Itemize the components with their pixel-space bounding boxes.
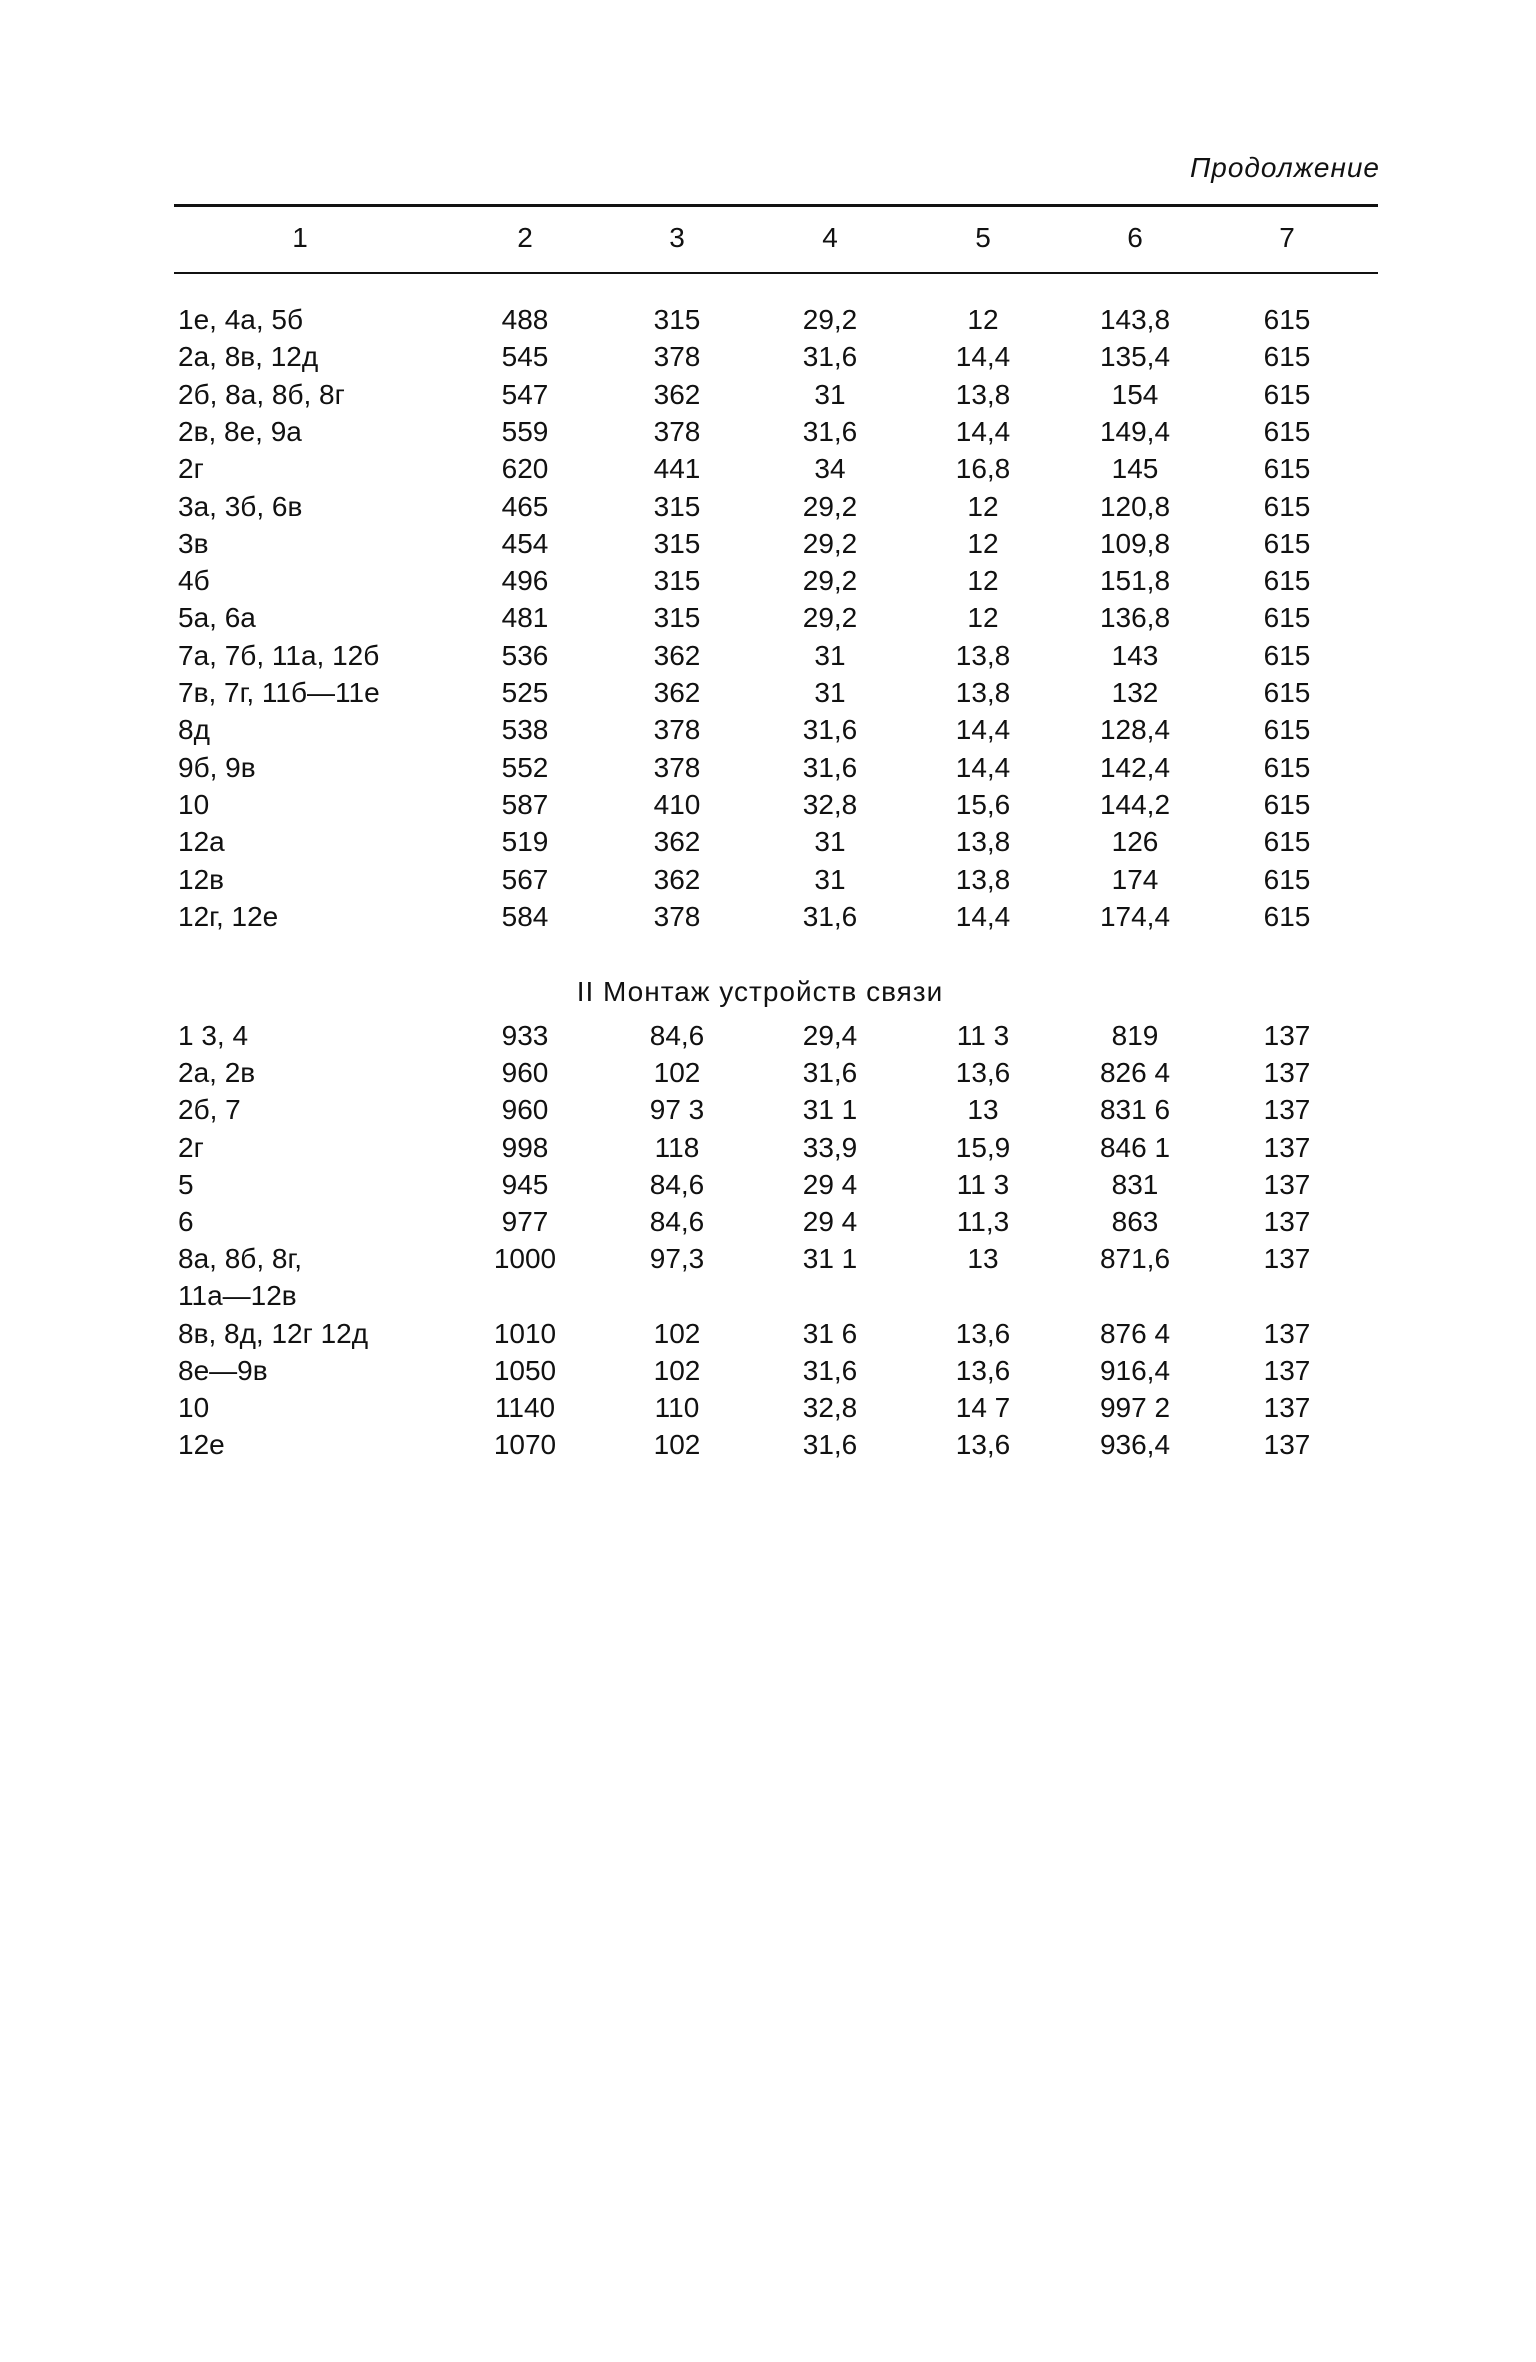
column-header-3: 3: [669, 222, 685, 253]
table-row: [0, 1130, 1536, 1166]
table-row: [0, 750, 1536, 786]
table-cell-col-7: 615: [1263, 565, 1311, 597]
table-cell-col-5: 11 3: [956, 1020, 1010, 1051]
table-cell-col-6: 174: [1111, 863, 1159, 895]
table-cell-col-6: 143,8: [1099, 304, 1171, 335]
table-cell-col-5: 14,4: [955, 341, 1011, 373]
table-cell-col-6: 126: [1111, 826, 1159, 858]
table-cell-col-4: 29,2: [802, 527, 858, 559]
table-cell-col-5: 13,6: [955, 1429, 1011, 1461]
table-cell-col-6: 151,8: [1099, 565, 1171, 597]
row-label-cell: 3а, 3б, 6в: [178, 490, 303, 522]
table-cell-col-5: 13,8: [955, 639, 1011, 671]
table-cell-col-2: 481: [501, 602, 549, 634]
table-cell-col-7: 615: [1263, 453, 1311, 485]
table-row: [0, 563, 1536, 599]
table-cell-col-3: 410: [653, 788, 701, 820]
table-cell-col-6: 936,4: [1099, 1429, 1171, 1461]
table-cell-col-7: 615: [1263, 900, 1311, 932]
table-cell-col-7: 615: [1263, 714, 1311, 746]
table-cell-col-4: 31 1: [802, 1094, 858, 1126]
table-cell-col-5: 12: [967, 565, 999, 597]
row-label-cell: 8е—9в: [178, 1354, 268, 1386]
row-label-cell: 10: [178, 788, 210, 820]
table-cell-col-3: 315: [653, 565, 701, 597]
row-label-cell: 9б, 9в: [178, 751, 256, 783]
table-cell-col-4: 31: [814, 826, 846, 858]
table-cell-col-7: 137: [1263, 1243, 1311, 1275]
table-cell-col-2: 552: [501, 751, 549, 783]
table-row: [0, 600, 1536, 636]
row-label-cell: 4б: [178, 565, 210, 597]
table-row: [0, 899, 1536, 935]
table-cell-col-6: 997 2: [1099, 1392, 1171, 1423]
table-cell-col-4: 31: [814, 863, 846, 895]
table-cell-col-3: 378: [653, 341, 701, 373]
table-cell-col-6: 120,8: [1099, 490, 1171, 522]
column-header-6: 6: [1127, 222, 1143, 253]
column-header-2: 2: [517, 222, 533, 253]
table-row: [0, 1241, 1536, 1277]
table-row: [0, 638, 1536, 674]
table-cell-col-5: 11,3: [956, 1206, 1010, 1237]
table-cell-col-4: 31: [814, 639, 846, 671]
table-cell-col-6: 876 4: [1099, 1317, 1171, 1349]
table-cell-col-6: 916,4: [1099, 1354, 1171, 1386]
table-cell-col-3: 441: [653, 453, 701, 485]
table-cell-col-2: 519: [501, 826, 549, 858]
table-cell-col-5: 14,4: [955, 714, 1011, 746]
table-cell-col-6: 174,4: [1099, 900, 1171, 932]
table-row: [0, 377, 1536, 413]
table-cell-col-4: 29,2: [802, 565, 858, 597]
table-cell-col-3: 84,6: [649, 1206, 705, 1237]
table-cell-col-7: 137: [1263, 1168, 1311, 1200]
table-cell-col-3: 102: [653, 1429, 701, 1461]
table-cell-col-5: 12: [967, 602, 999, 634]
table-cell-col-4: 29,2: [802, 304, 858, 335]
table-row: [0, 1278, 1536, 1314]
table-cell-col-5: 16,8: [955, 453, 1011, 485]
table-cell-col-7: 615: [1263, 602, 1311, 634]
table-cell-col-7: 615: [1263, 863, 1311, 895]
table-cell-col-3: 97 3: [649, 1094, 705, 1126]
table-cell-col-4: 31: [814, 378, 846, 410]
table-cell-col-5: 13,6: [955, 1354, 1011, 1386]
table-cell-col-4: 31,6: [802, 714, 858, 746]
table-cell-col-6: 831 6: [1099, 1094, 1171, 1126]
table-row: [0, 675, 1536, 711]
table-cell-col-7: 615: [1263, 415, 1311, 447]
table-cell-col-3: 84,6: [649, 1020, 705, 1051]
column-header-1: 1: [292, 222, 308, 253]
table-cell-col-3: 378: [653, 714, 701, 746]
table-cell-col-2: 584: [501, 900, 549, 932]
table-row: [0, 1167, 1536, 1203]
table-cell-col-6: 149,4: [1099, 415, 1171, 447]
table-cell-col-6: 144,2: [1099, 788, 1171, 820]
table-cell-col-7: 615: [1263, 677, 1311, 708]
column-header-4: 4: [822, 222, 838, 253]
table-cell-col-7: 615: [1263, 378, 1311, 410]
table-cell-col-2: 977: [501, 1206, 549, 1237]
table-cell-col-5: 14 7: [955, 1392, 1011, 1423]
table-cell-col-3: 362: [653, 378, 701, 410]
table-cell-col-7: 137: [1263, 1317, 1311, 1349]
table-cell-col-7: 137: [1263, 1429, 1311, 1461]
row-label-cell: 1е, 4а, 5б: [178, 304, 304, 335]
table-cell-col-4: 31: [814, 677, 846, 708]
table-cell-col-2: 945: [501, 1168, 549, 1200]
table-cell-col-7: 137: [1263, 1392, 1311, 1423]
table-cell-col-2: 538: [501, 714, 549, 746]
table-cell-col-5: 14,4: [955, 900, 1011, 932]
table-cell-col-2: 960: [501, 1057, 549, 1089]
table-cell-col-2: 465: [501, 490, 549, 522]
table-cell-col-4: 29,4: [802, 1020, 858, 1051]
table-cell-col-2: 496: [501, 565, 549, 597]
row-label-cell: 7в, 7г, 11б—11е: [178, 677, 380, 708]
row-label-cell: 5: [178, 1168, 194, 1200]
table-cell-col-3: 102: [653, 1354, 701, 1386]
table-cell-col-6: 826 4: [1099, 1057, 1171, 1089]
table-cell-col-4: 32,8: [802, 1392, 858, 1423]
table-cell-col-7: 615: [1263, 304, 1311, 335]
table-cell-col-2: 1070: [493, 1429, 557, 1461]
row-label-cell: 8а, 8б, 8г,: [178, 1243, 303, 1275]
table-cell-col-6: 143: [1111, 639, 1159, 671]
row-label-cell: 2б, 7: [178, 1094, 241, 1126]
table-cell-col-7: 615: [1263, 341, 1311, 373]
table-cell-col-2: 567: [501, 863, 549, 895]
table-row: [0, 414, 1536, 450]
table-cell-col-4: 29,2: [802, 602, 858, 634]
table-cell-col-3: 315: [653, 602, 701, 634]
table-cell-col-7: 615: [1263, 826, 1311, 858]
table-cell-col-3: 315: [653, 304, 701, 335]
table-row: [0, 787, 1536, 823]
table-cell-col-2: 587: [501, 788, 549, 820]
row-label-cell: 7а, 7б, 11а, 12б: [178, 639, 380, 671]
table-cell-col-2: 1010: [493, 1317, 557, 1349]
table-cell-col-7: 615: [1263, 788, 1311, 820]
table-cell-col-2: 1050: [493, 1354, 557, 1386]
table-cell-col-2: 620: [501, 453, 549, 485]
table-row: [0, 1427, 1536, 1463]
table-cell-col-7: 137: [1263, 1094, 1311, 1126]
table-cell-col-4: 33,9: [802, 1131, 858, 1163]
row-label-cell: 12г, 12е: [178, 900, 279, 932]
table-cell-col-2: 559: [501, 415, 549, 447]
table-cell-col-7: 137: [1263, 1354, 1311, 1386]
table-cell-col-3: 84,6: [649, 1168, 705, 1200]
table-row: [0, 489, 1536, 525]
continuation-label: Продолжение: [1189, 152, 1380, 183]
row-label-cell: 2а, 2в: [178, 1057, 256, 1089]
table-cell-col-2: 1140: [494, 1392, 556, 1423]
table-cell-col-2: 547: [501, 378, 549, 410]
table-row: [0, 1055, 1536, 1091]
table-cell-col-6: 831: [1111, 1168, 1159, 1200]
table-cell-col-6: 135,4: [1099, 341, 1171, 373]
table-cell-col-3: 362: [653, 863, 701, 895]
table-cell-col-7: 137: [1263, 1020, 1311, 1051]
table-cell-col-4: 31,6: [802, 1057, 858, 1089]
table-cell-col-7: 615: [1263, 527, 1311, 559]
table-cell-col-6: 846 1: [1099, 1131, 1171, 1163]
table-cell-col-3: 315: [653, 490, 701, 522]
row-label-cell: 12а: [178, 826, 225, 858]
table-cell-col-6: 109,8: [1099, 527, 1171, 559]
row-label-cell: 5а, 6а: [178, 602, 256, 634]
table-cell-col-4: 29 4: [802, 1168, 858, 1200]
table-cell-col-7: 615: [1263, 490, 1311, 522]
table-cell-col-6: 145: [1111, 453, 1159, 485]
table-cell-col-3: 102: [653, 1057, 701, 1089]
table-cell-col-5: 12: [967, 490, 999, 522]
table-row: [0, 1353, 1536, 1389]
section-2-title: II Монтаж устройств связи: [576, 976, 944, 1007]
table-cell-col-4: 29,2: [802, 490, 858, 522]
column-header-7: 7: [1279, 222, 1295, 253]
table-row: [0, 824, 1536, 860]
table-cell-col-2: 536: [501, 639, 549, 671]
table-cell-col-6: 819: [1111, 1020, 1159, 1051]
table-cell-col-2: 960: [501, 1094, 549, 1126]
table-cell-col-6: 142,4: [1099, 751, 1171, 783]
table-row: [0, 1092, 1536, 1128]
row-label-cell: 12е: [178, 1429, 225, 1461]
table-cell-col-4: 31,6: [802, 751, 858, 783]
table-row: [0, 1316, 1536, 1352]
table-cell-col-2: 488: [501, 304, 549, 335]
table-cell-col-5: 15,9: [955, 1131, 1011, 1163]
row-label-cell: 8д: [178, 714, 210, 746]
table-cell-col-3: 378: [653, 751, 701, 783]
table-cell-col-4: 34: [814, 453, 846, 485]
row-label-cell: 6: [178, 1206, 194, 1237]
table-cell-col-7: 137: [1263, 1206, 1311, 1237]
table-cell-col-2: 1000: [493, 1243, 557, 1275]
table-row: [0, 339, 1536, 375]
table-cell-col-2: 545: [501, 341, 549, 373]
table-cell-col-6: 128,4: [1099, 714, 1171, 746]
table-cell-col-4: 31,6: [802, 1429, 858, 1461]
table-cell-col-6: 154: [1111, 378, 1159, 410]
table-cell-col-3: 362: [653, 677, 701, 708]
table-cell-col-5: 11 3: [956, 1168, 1010, 1200]
table-row: [0, 712, 1536, 748]
table-row: [0, 302, 1536, 338]
row-label-cell: 12в: [178, 863, 225, 895]
table-cell-col-4: 32,8: [802, 788, 858, 820]
table-cell-col-4: 31,6: [802, 341, 858, 373]
table-cell-col-3: 362: [653, 826, 701, 858]
table-cell-col-4: 31 1: [802, 1243, 858, 1275]
table-row: [0, 526, 1536, 562]
table-cell-col-4: 29 4: [802, 1206, 858, 1237]
header-bottom-rule: [174, 272, 1378, 274]
table-cell-col-3: 102: [653, 1317, 701, 1349]
table-cell-col-6: 863: [1111, 1206, 1159, 1237]
table-cell-col-2: 998: [501, 1131, 549, 1163]
row-label-cell: 2в, 8е, 9а: [178, 415, 302, 447]
table-cell-col-5: 14,4: [955, 751, 1011, 783]
table-cell-col-2: 454: [501, 527, 549, 559]
table-cell-col-3: 315: [653, 527, 701, 559]
row-label-cell: 8в, 8д, 12г 12д: [178, 1317, 369, 1349]
table-cell-col-5: 12: [967, 304, 999, 335]
row-label-cell: 2г: [178, 1131, 204, 1163]
table-cell-col-5: 14,4: [955, 415, 1011, 447]
table-row: [0, 451, 1536, 487]
table-cell-col-5: 13,8: [955, 378, 1011, 410]
table-row: [0, 1018, 1536, 1054]
table-cell-col-4: 31,6: [802, 1354, 858, 1386]
table-cell-col-5: 15,6: [955, 788, 1011, 820]
table-cell-col-7: 615: [1263, 751, 1311, 783]
table-cell-col-4: 31,6: [802, 415, 858, 447]
table-cell-col-3: 97,3: [649, 1243, 705, 1275]
row-label-cell: 1 3, 4: [178, 1020, 249, 1051]
table-cell-col-5: 13: [967, 1243, 999, 1275]
table-cell-col-3: 118: [654, 1131, 700, 1163]
table-cell-col-6: 132: [1111, 677, 1159, 708]
table-cell-col-5: 13,6: [955, 1057, 1011, 1089]
table-cell-col-7: 615: [1263, 639, 1311, 671]
header-top-rule: [174, 204, 1378, 207]
table-cell-col-5: 12: [967, 527, 999, 559]
table-cell-col-7: 137: [1263, 1057, 1311, 1089]
table-cell-col-4: 31 6: [802, 1317, 858, 1349]
table-cell-col-5: 13,8: [955, 826, 1011, 858]
row-label-cell: 2г: [178, 453, 204, 485]
table-cell-col-4: 31,6: [802, 900, 858, 932]
table-cell-col-5: 13,8: [955, 863, 1011, 895]
table-row: [0, 1390, 1536, 1426]
row-label-cell: 2а, 8в, 12д: [178, 341, 319, 373]
row-label-cell: 3в: [178, 527, 209, 559]
row-label-cell: 2б, 8а, 8б, 8г: [178, 378, 345, 410]
table-header: [0, 220, 1536, 256]
table-cell-col-3: 378: [653, 415, 701, 447]
table-cell-col-7: 137: [1263, 1131, 1311, 1163]
table-cell-col-3: 110: [654, 1392, 700, 1423]
table-cell-col-2: 933: [501, 1020, 549, 1051]
table-cell-col-5: 13,6: [955, 1317, 1011, 1349]
table-cell-col-2: 525: [501, 677, 549, 708]
table-cell-col-5: 13,8: [955, 677, 1011, 708]
row-label-cell: 11а—12в: [178, 1280, 297, 1312]
table-row: [0, 1204, 1536, 1240]
row-label-cell: 10: [178, 1392, 210, 1423]
table-row: [0, 862, 1536, 898]
table-cell-col-3: 362: [653, 639, 701, 671]
table-cell-col-6: 136,8: [1099, 602, 1171, 634]
table-cell-col-3: 378: [653, 900, 701, 932]
table-cell-col-6: 871,6: [1099, 1243, 1171, 1275]
table-cell-col-5: 13: [967, 1094, 999, 1126]
column-header-5: 5: [975, 222, 991, 253]
